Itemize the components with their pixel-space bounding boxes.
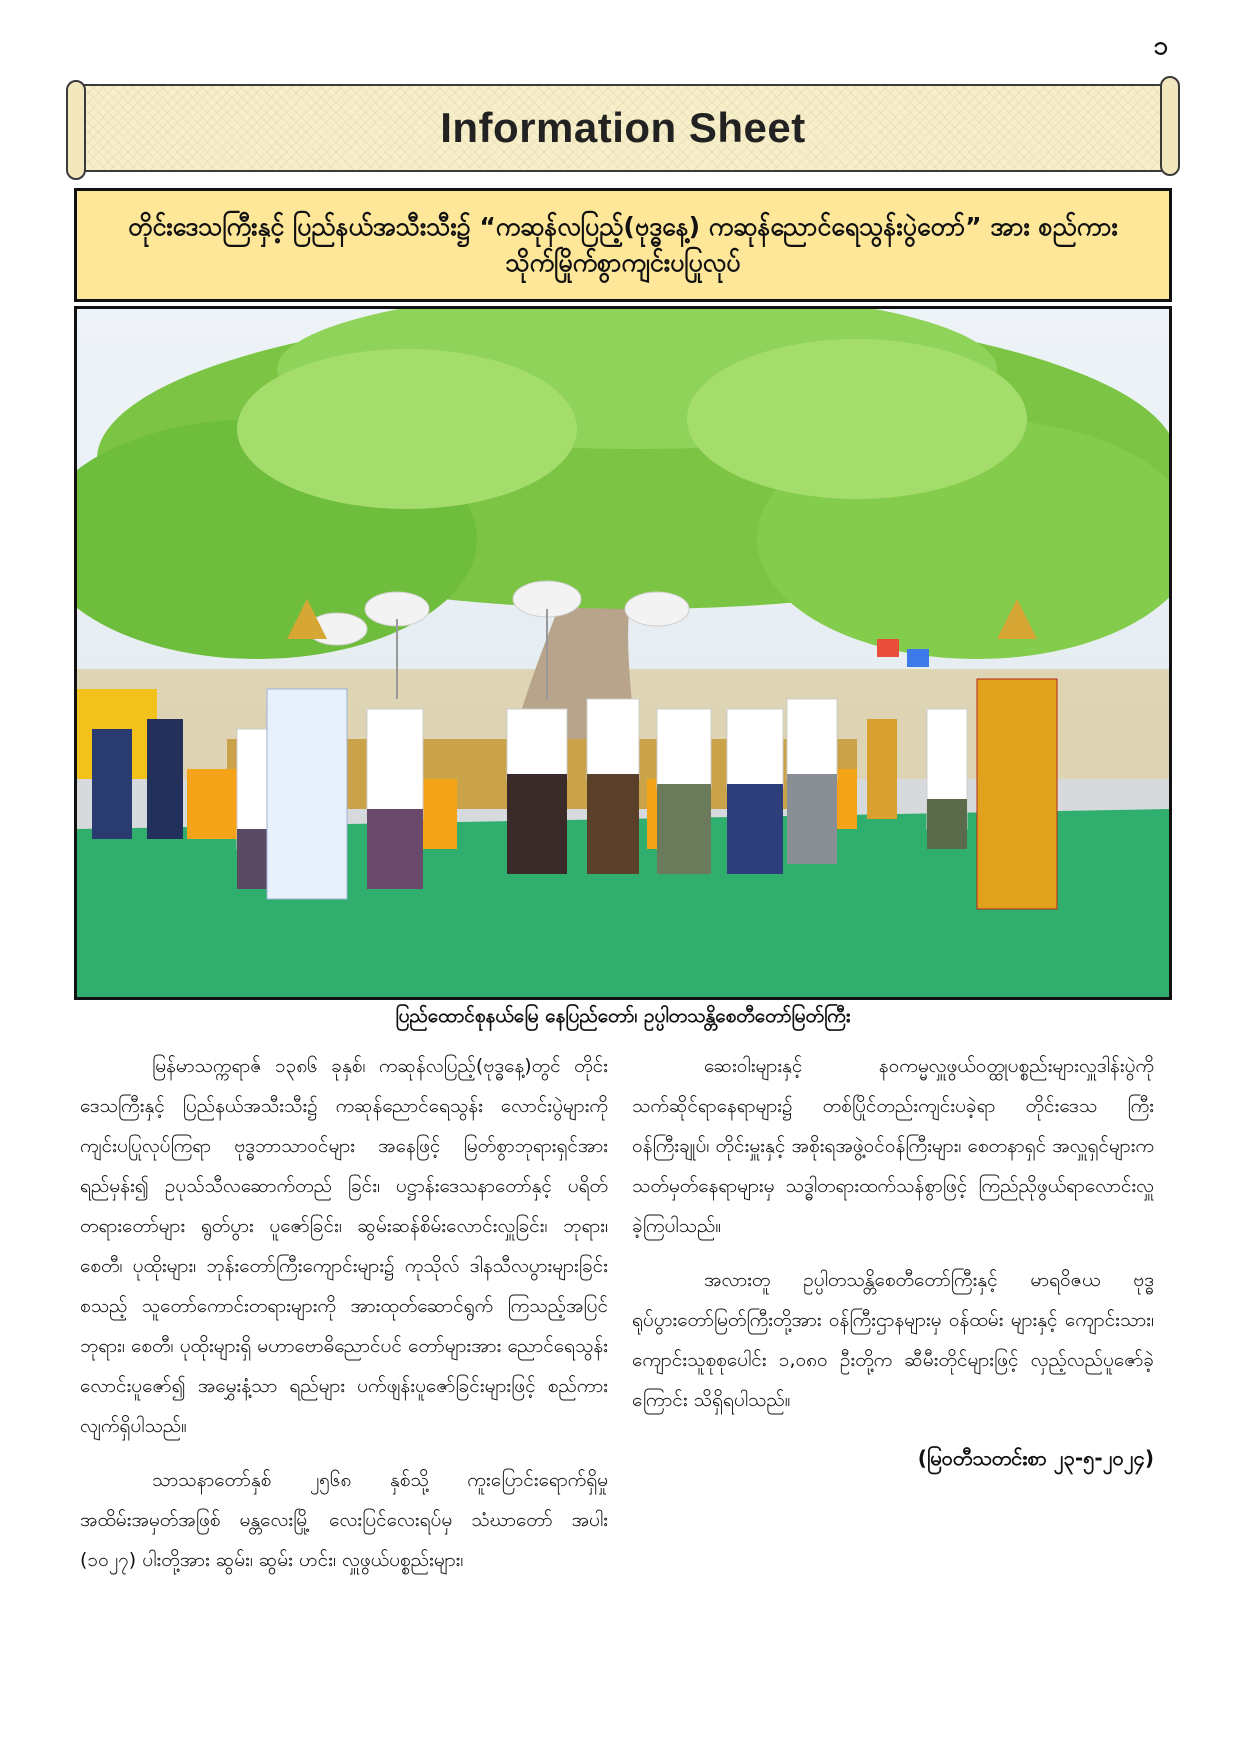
article-paragraph: ဆေးဝါးများနှင့် နဝကမ္မလှူဖွယ်ဝတ္ထုပစ္စည်းများလှူဒါန်းပွဲကို သက်ဆိုင်ရာနေရာများ၌ တစ်ပြိုင်တည်းကျင်းပခဲ့ရာ တိုင်းဒေသ ကြီးဝန်ကြီးချုပ်၊ တိုင်းမှူးနှင့် အစိုးရအဖွဲ့ဝင်ဝန်ကြီးများ၊ စေတနာရှင် အလှူရှင်များက သတ်မှတ်နေရာများမှ သဒ္ဓါတရားထက်သန်စွာဖြင့် ကြည်ညိုဖွယ်ရာလောင်းလှူခဲ့ကြပါသည်။ — [632, 1055, 1154, 1237]
page-title: Information Sheet — [440, 104, 806, 151]
headline-text: တိုင်းဒေသကြီးနှင့် ပြည်နယ်အသီးသီး၌ “ကဆုန်လပြည့်(ဗုဒ္ဓနေ့) ကဆုန်ညောင်ရေသွန်းပွဲတော်” အား စည်ကားသိုက်မြိုက်စွာကျင်းပပြုလုပ် — [128, 211, 1118, 277]
article-paragraph: အလားတူ ဥပ္ပါတသန္တိစေတီတော်ကြီးနှင့် မာရဝိဇယ ဗုဒ္ဓရုပ်ပွားတော်မြတ်ကြီးတို့အား ဝန်ကြီးဌာနများမှ ဝန်ထမ်း များနှင့် ကျောင်းသား၊ ကျောင်းသူစုစုပေါင်း ၁,၀၈၀ ဦးတို့က ဆီမီးတိုင်များဖြင့် လှည့်လည်ပူဇော်ခဲ့ကြောင်း သိရှိရပါသည်။ — [632, 1269, 1154, 1411]
title-banner — [74, 84, 1172, 172]
bodhi-tree-ceremony-illustration — [77, 309, 1169, 997]
news-source: (မြဝတီသတင်းစာ ၂၃-၅-၂၀၂၄) — [917, 1446, 1154, 1470]
page-number: ၁ — [1153, 31, 1168, 61]
photo-caption: ပြည်ထောင်စုနယ်မြေ နေပြည်တော်၊ ဥပ္ပါတသန္တိစေတီတော်မြတ်ကြီး — [395, 1005, 851, 1027]
article-column-left — [80, 1046, 608, 1594]
article-paragraph: သာသနာတော်နှစ် ၂၅၆၈ နှစ်သို့ ကူးပြောင်းရောက်ရှိမှု အထိမ်းအမှတ်အဖြစ် မန္တလေးမြို့ လေးပြင်လေးရပ်မှ သံဃာတော် အပါး (၁၀၂၇) ပါးတို့အား ဆွမ်း၊ ဆွမ်း ဟင်း၊ လှူဖွယ်ပစ္စည်းများ၊ — [80, 1469, 608, 1571]
article-column-right — [632, 1046, 1154, 1478]
article-paragraph: မြန်မာသက္ကရာဇ် ၁၃၈၆ ခုနှစ်၊ ကဆုန်လပြည့်(ဗုဒ္ဓနေ့)တွင် တိုင်းဒေသကြီးနှင့် ပြည်နယ်အသီးသီး၌ ကဆုန်ညောင်ရေသွန်း လောင်းပွဲများကို ကျင်းပပြုလုပ်ကြရာ ဗုဒ္ဓဘာသာဝင်များ အနေဖြင့် မြတ်စွာဘုရားရှင်အားရည်မှန်း၍ ဥပုသ်သီလဆောက်တည် ခြင်း၊ ပဋ္ဌာန်းဒေသနာတော်နှင့် ပရိတ်တရားတော်များ ရွတ်ပွား ပူဇော်ခြင်း၊ ဆွမ်းဆန်စိမ်းလောင်းလှူခြင်း၊ ဘုရား၊ စေတီ၊ ပုထိုးများ၊ ဘုန်းတော်ကြီးကျောင်းများ၌ ကုသိုလ် ဒါနသီလပွားများခြင်း စသည့် သူတော်ကောင်းတရားများကို အားထုတ်ဆောင်ရွက် ကြသည့်အပြင် ဘုရား၊ စေတီ၊ ပုထိုးများရှိ မဟာဗောဓိညောင်ပင် တော်များအား ညောင်ရေသွန်းလောင်းပူဇော်၍ အမွှေးနံ့သာ ရည်များ ပက်ဖျန်းပူဇော်ခြင်းများဖြင့် စည်ကားလျက်ရှိပါသည်။ — [80, 1055, 608, 1437]
tree-canopy — [77, 309, 1169, 659]
news-photo — [74, 306, 1172, 1000]
headline-box — [74, 188, 1172, 302]
